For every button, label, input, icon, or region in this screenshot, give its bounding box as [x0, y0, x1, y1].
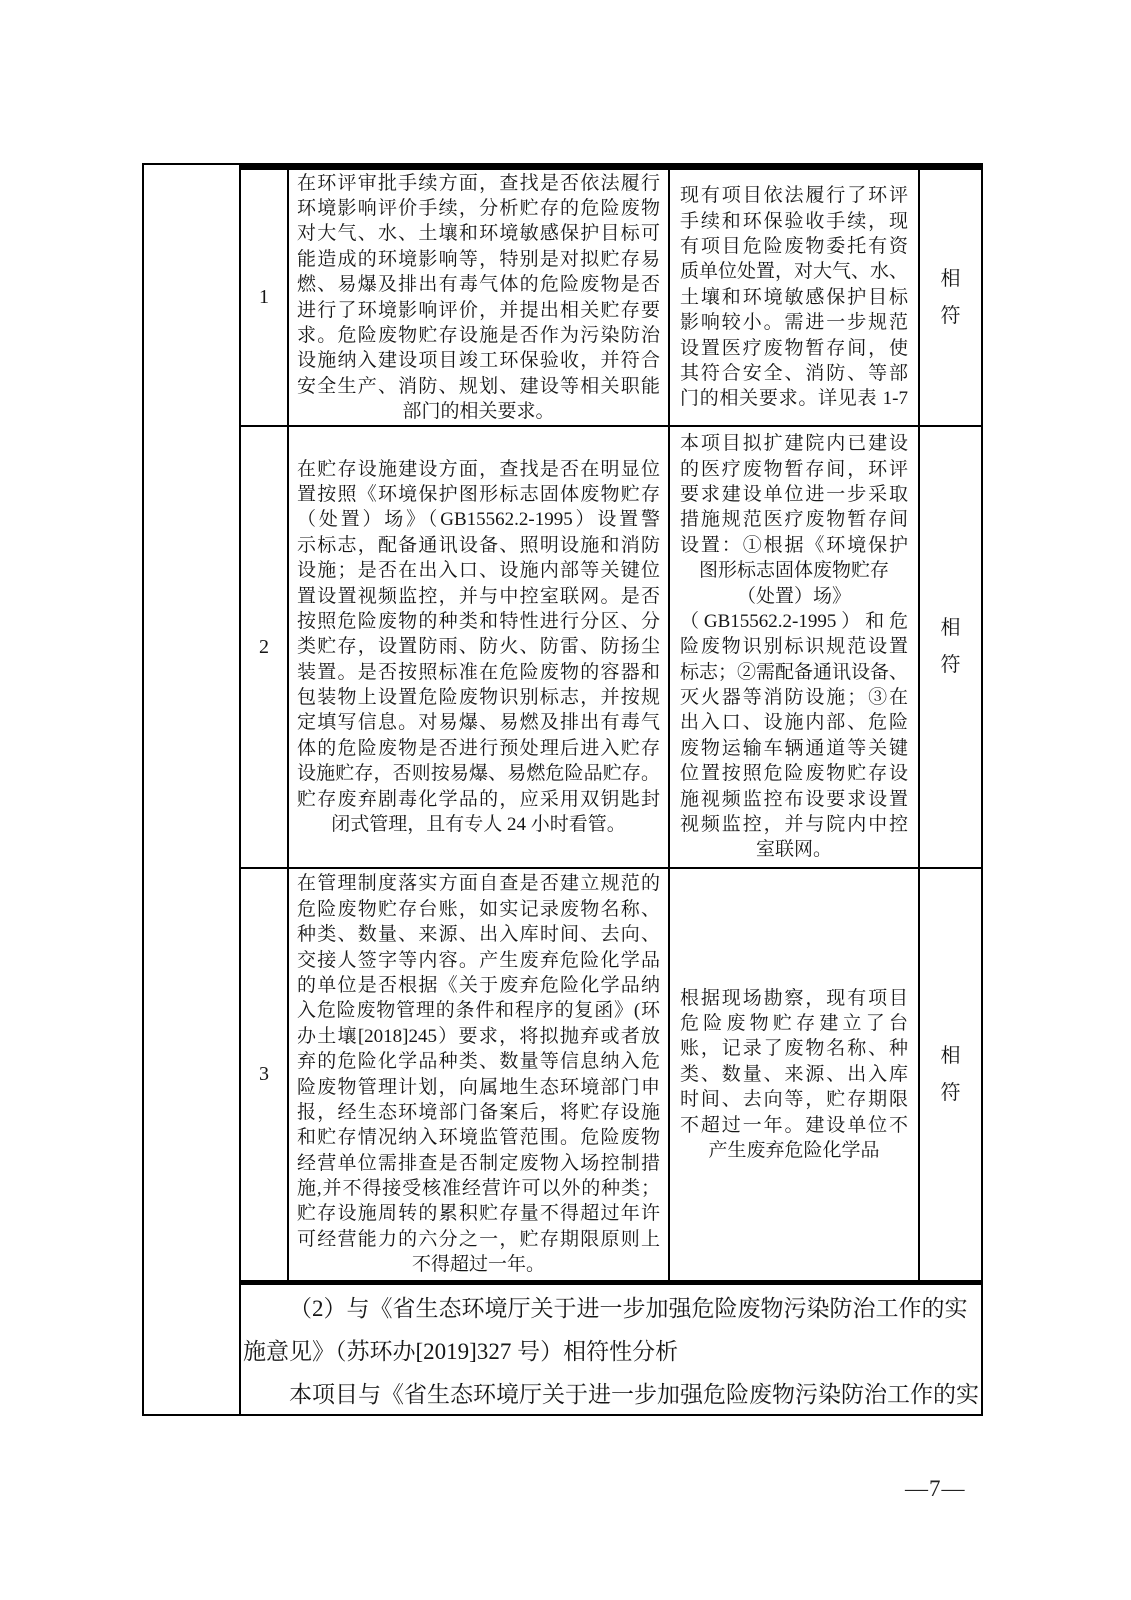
row-3-number-cell: [241, 867, 287, 1280]
self-check-table: [241, 165, 981, 1285]
row-2-number: 2: [259, 635, 269, 658]
row-3-number: 3: [259, 1063, 269, 1085]
row-1-response-cell: 现有项目依法履行了环评 手续和环保验收手续，现 有项目危险废物委托有资 质单位处置，对大气、水、 土壤和环境敏感保护目标 影响较小。需进一步规范 设置医疗废物暂存间，使 其符合安全、消防、等部 门的相关要求。详见表 1-7: [668, 170, 918, 425]
table-left-empty-cell: [144, 165, 241, 1414]
row-1-number-cell: [241, 170, 287, 425]
row-3-status-cell: [918, 867, 981, 1280]
row-2-status-badge: 相符: [940, 617, 961, 676]
row-1-status-cell: [918, 170, 981, 425]
row-2-number-cell: [241, 425, 287, 867]
row-1-number: 1: [259, 286, 269, 308]
row-2-criteria-cell: 在贮存设施建设方面，查找是否在明显位 置按照《环境保护图形标志固体废物贮存 （处置）场》（GB15562.2-1995）设置警 示标志，配备通讯设备、照明设施和消防 设施；是否在出入口、设施内部等关键位 置设置视频监控，并与中控室联网。是否 按照危险废物的种类和特性进行分区、分 类贮存，设置防雨、防火、防雷、防扬尘 装置。是否按照标准在危险废物的容器和 包装物上设置危险废物识别标志，并按规 定填写信息。对易爆、易燃及排出有毒气 体的危险废物是否进行预处理后进入贮存 设施贮存，否则按易爆、易燃危险品贮存。 贮存废弃剧毒化学品的，应采用双钥匙封 闭式管理，且有专人 24 小时看管。: [287, 425, 668, 867]
compliance-table: [142, 163, 983, 1416]
row-3-status-badge: 相符: [940, 1044, 961, 1104]
row-2-status-cell: [918, 425, 981, 867]
table-content-area: [241, 165, 981, 1414]
section-2-body-paragraph: 本项目与《省生态环境厅关于进一步加强危险废物污染防治工作的实: [289, 1382, 979, 1407]
row-3-criteria-cell: 在管理制度落实方面自查是否建立规范的 危险废物贮存台账，如实记录废物名称、 种类、数量、来源、出入库时间、去向、 交接人签字等内容。产生废弃危险化学品 的单位是否根据《关于废弃危险化学品纳 入危险废物管理的条件和程序的复函》(环 办土壤[2018]245）要求，将拟抛弃或者放 弃的危险化学品种类、数量等信息纳入危 险废物管理计划，向属地生态环境部门申 报，经生态环境部门备案后，将贮存设施 和贮存情况纳入环境监管范围。危险废物 经营单位需排查是否制定废物入场控制措 施,并不得接受核准经营许可以外的种类； 贮存设施周转的累积贮存量不得超过年许 可经营能力的六分之一，贮存期限原则上 不得超过一年。: [287, 867, 668, 1280]
page-number: —7—: [905, 1476, 966, 1501]
row-2-response-cell: 本项目拟扩建院内已建设 的医疗废物暂存间，环评 要求建设单位进一步采取 措施规范医疗废物暂存间 设置：①根据《环境保护 图形标志固体废物贮存 （处置）场》 （GB15562.2-1995）和危 险废物识别标识规范设置 标志；②需配备通讯设备、 灭火器等消防设施；③在 出入口、设施内部、危险 废物运输车辆通道等关键 位置按照危险废物贮存设 施视频监控布设要求设置 视频监控，并与院内中控 室联网。: [668, 425, 918, 867]
row-1-status-badge: 相符: [940, 267, 961, 327]
row-3-response-cell: 根据现场勘察，现有项目 危险废物贮存建立了台 账，记录了废物名称、种 类、数量、来源、出入库 时间、去向等，贮存期限 不超过一年。建设单位不 产生废弃危险化学品: [668, 867, 918, 1280]
row-1-criteria-cell: 在环评审批手续方面，查找是否依法履行 环境影响评价手续，分析贮存的危险废物 对大气、水、土壤和环境敏感保护目标可 能造成的环境影响等，特别是对拟贮存易 燃、易爆及排出有毒气体的危险废物是否 进行了环境影响评价，并提出相关贮存要 求。危险废物贮存设施是否作为污染防治 设施纳入建设项目竣工环保验收，并符合 安全生产、消防、规划、建设等相关职能 部门的相关要求。: [287, 170, 668, 425]
analysis-section: [241, 1285, 981, 1414]
section-2-heading: （2）与《省生态环境厅关于进一步加强危险废物污染防治工作的实 施意见》（苏环办[2019]327 号）相符性分析: [243, 1296, 968, 1364]
